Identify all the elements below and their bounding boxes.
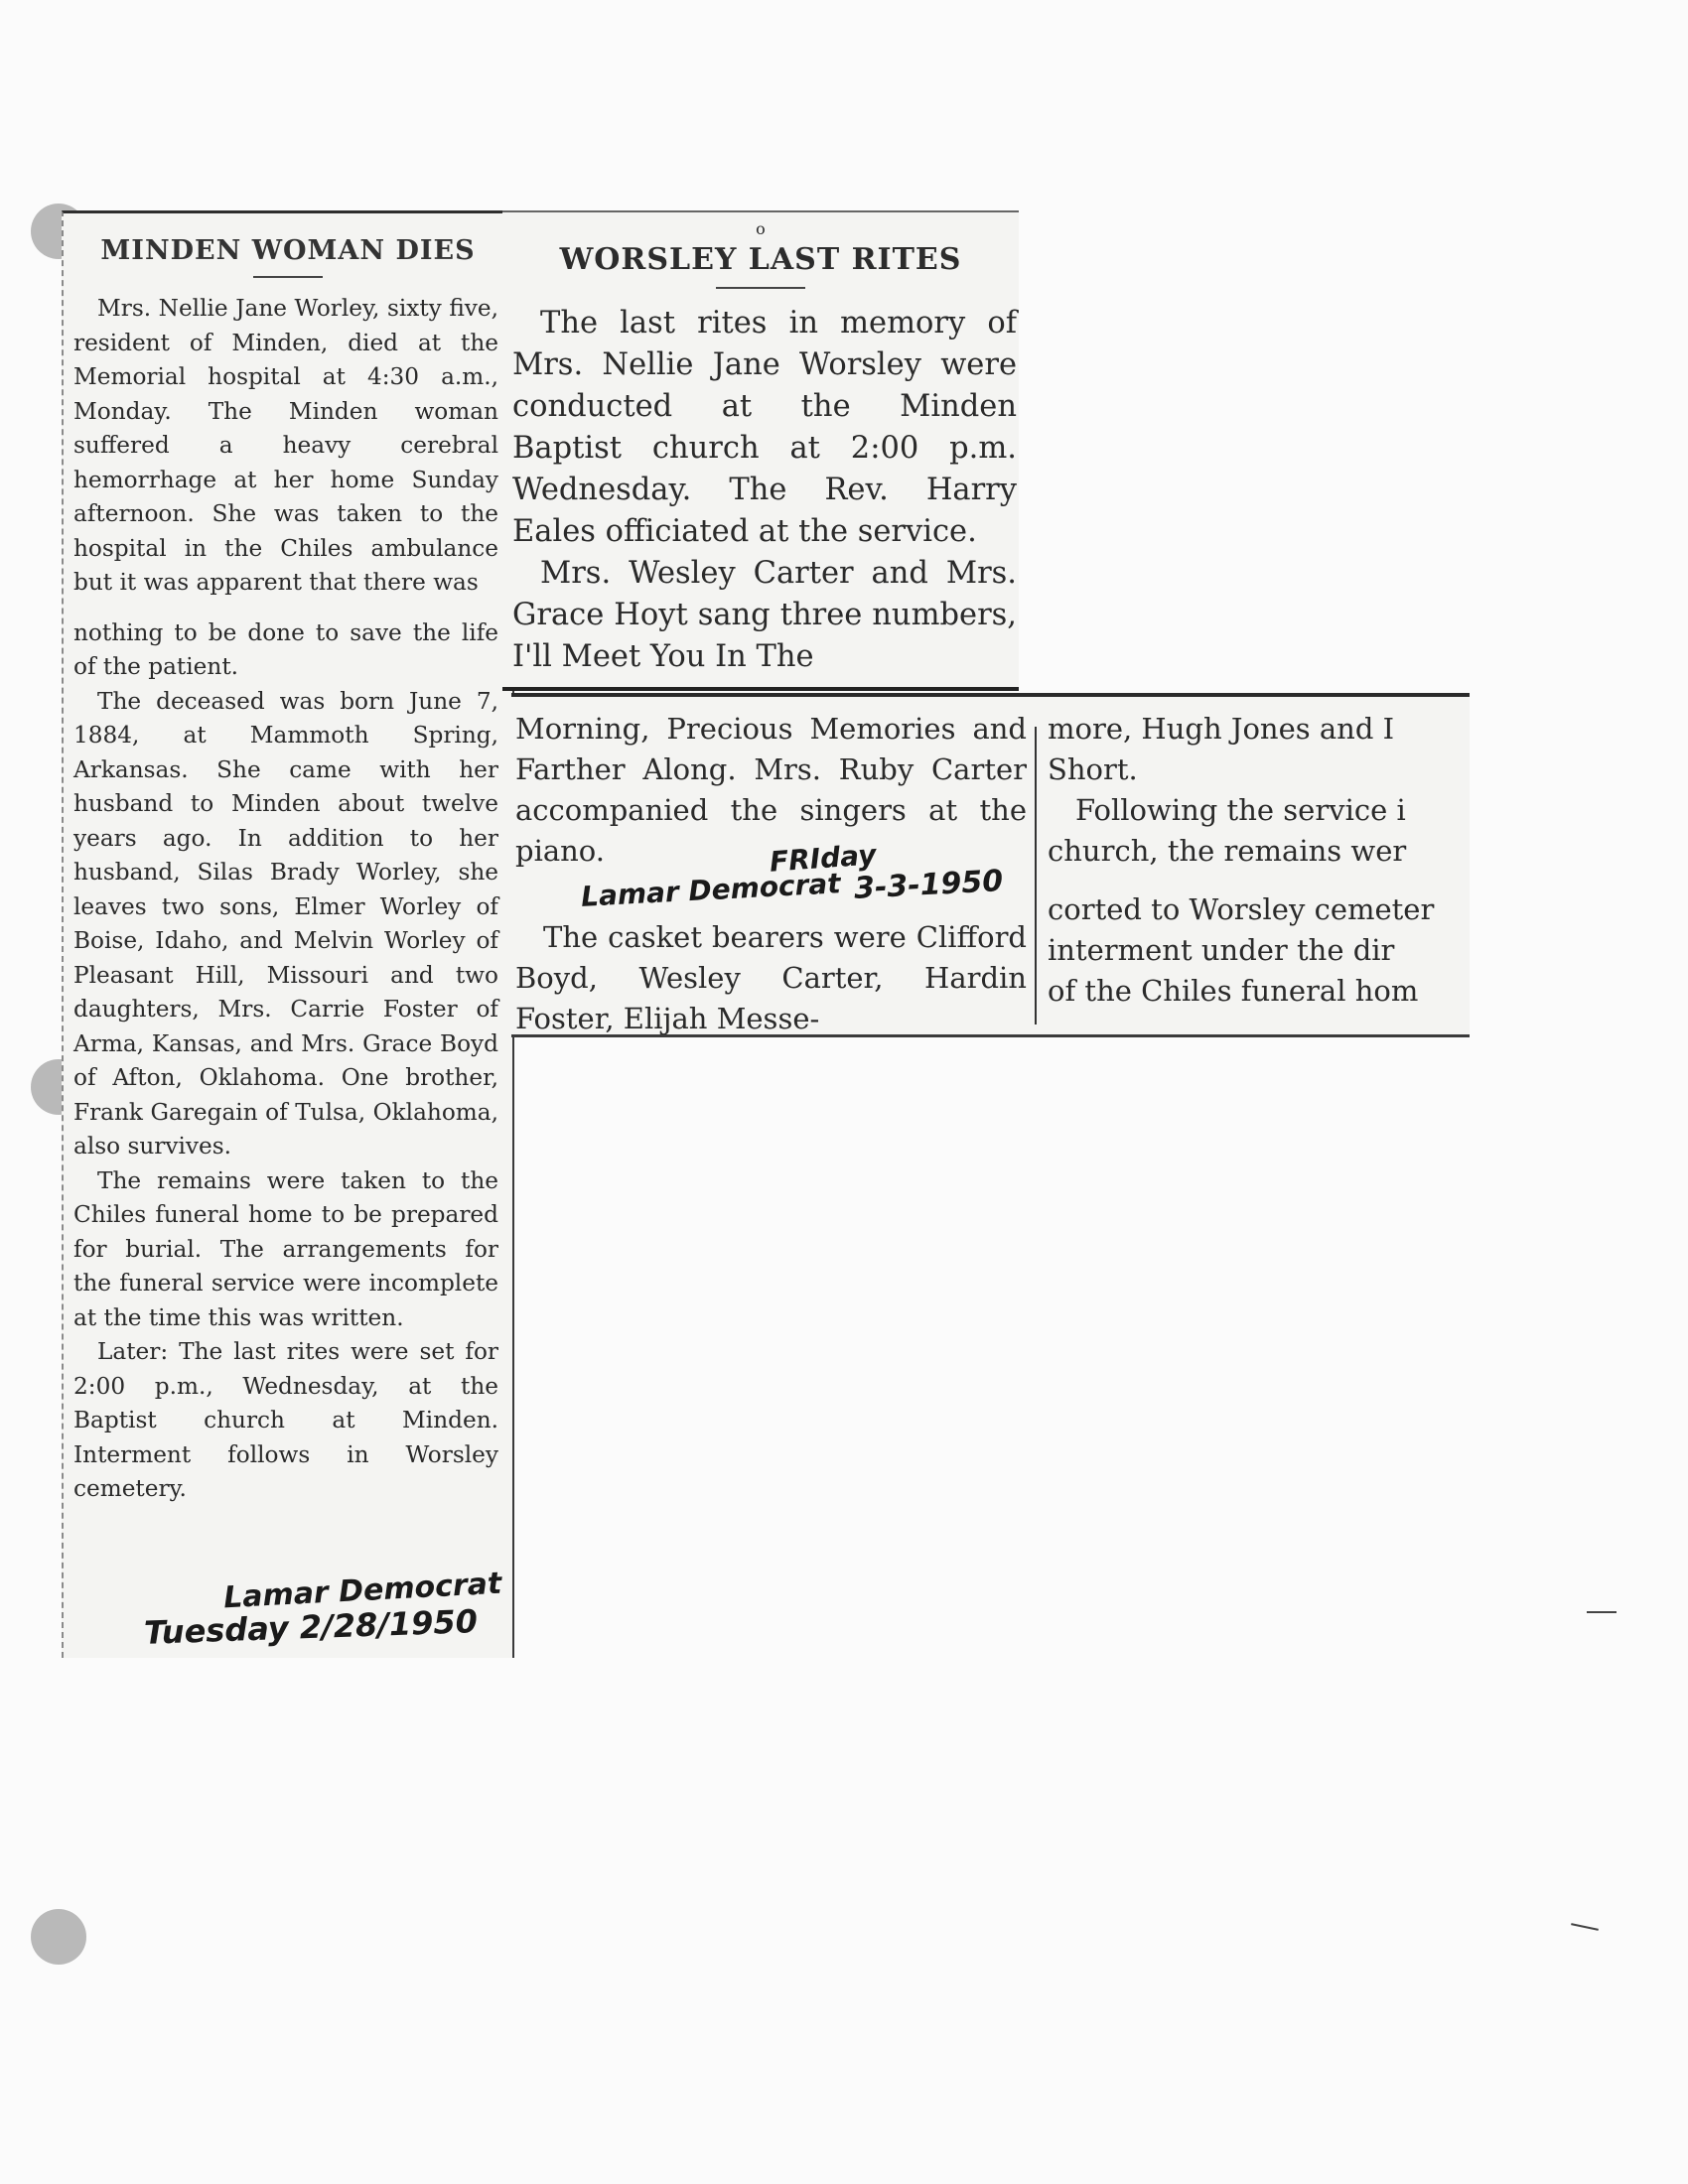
article-body-b xyxy=(502,303,1019,678)
handwritten-day-c: FRIday xyxy=(768,838,878,879)
col2-line-2: Short. xyxy=(1048,752,1138,786)
article-body xyxy=(64,292,512,1507)
headline-rule xyxy=(253,276,323,278)
paragraph-5: Later: The last rites were set for 2:00 p.m., Wednesday, at the Baptist church at Minden. Interment follows in Worsley cemetery. xyxy=(73,1338,498,1502)
col1-paragraph-2: The casket bearers were Clifford Boyd, Wesley Carter, Hardin Foster, Elijah Messe- xyxy=(515,920,1027,1035)
col2-line-4: church, the remains wer xyxy=(1048,834,1407,868)
paragraph-2: nothing to be done to save the life of the patient. xyxy=(73,618,498,680)
col2-line-6: interment under the dir xyxy=(1048,933,1395,967)
col2-line-1: more, Hugh Jones and I xyxy=(1048,712,1395,746)
headline-rule-b xyxy=(716,287,805,289)
column-break xyxy=(73,601,498,616)
clipping-worsley-last-rites xyxy=(502,210,1019,691)
paragraph-3: The deceased was born June 7, 1884, at Mammoth Spring, Arkansas. She came with her husband to Minden about twelve years ago. In addition to her husband, Silas Brady Worley, she leaves two sons, Elmer Worley of Boise, Idaho, and Melvin Worley of Pleasant Hill, Missouri and two daughters, Mrs. Carrie Foster of Arma, Kansas, and Mrs. Grace Boyd of Afton, Oklahoma. One brother, Frank Garegain of Tulsa, Oklahoma, also survives. xyxy=(73,687,498,1160)
column-divider xyxy=(1035,727,1037,1024)
paragraph-4: The remains were taken to the Chiles funeral home to be prepared for burial. The arrangements for the funeral service were incomplete at the time this was written. xyxy=(73,1166,498,1331)
stray-mark-2 xyxy=(1571,1923,1599,1931)
handwritten-date-a: Tuesday 2/28/1950 xyxy=(143,1602,479,1652)
binder-hole-bottom xyxy=(31,1909,86,1965)
clipping-minden-woman-dies xyxy=(62,210,514,1658)
handwritten-date-c: 3-3-1950 xyxy=(853,864,1004,906)
paragraph-b1: The last rites in memory of Mrs. Nellie Jane Worsley were conducted at the Minden Baptist church at 2:00 p.m. Wednesday. The Rev. Harry Eales officiated at the service. xyxy=(512,306,1017,549)
col2-line-3: Following the service i xyxy=(1075,793,1406,827)
col2-gap xyxy=(1048,872,1470,889)
headline-worsley-last-rites: WORSLEY LAST RITES xyxy=(559,242,962,277)
col1-paragraph-1: Morning, Precious Memories and Farther Along. Mrs. Ruby Carter accompanied the singers at the piano. xyxy=(515,712,1027,868)
paragraph-b2: Mrs. Wesley Carter and Mrs. Grace Hoyt sang three numbers, I'll Meet You In The xyxy=(512,556,1017,674)
headline-minden-woman-dies: MINDEN WOMAN DIES xyxy=(100,235,476,266)
col2-line-5: corted to Worsley cemeter xyxy=(1048,892,1435,926)
handwritten-source-c: Lamar Democrat xyxy=(580,867,842,913)
paragraph-1: Mrs. Nellie Jane Worley, sixty five, resident of Minden, died at the Memorial hospital at 4:30 a.m., Monday. The Minden woman suffered a heavy cerebral hemorrhage at her home Sunday afternoon. She was taken to the hospital in the Chiles ambulance but it was apparent that there was xyxy=(73,295,498,596)
handwritten-source-a: Lamar Democrat xyxy=(222,1566,503,1616)
stray-mark-1 xyxy=(1587,1611,1617,1613)
col2-line-7: of the Chiles funeral hom xyxy=(1048,974,1419,1008)
continuation-column-2 xyxy=(1048,709,1470,1012)
headline-ornament: o xyxy=(756,219,766,238)
